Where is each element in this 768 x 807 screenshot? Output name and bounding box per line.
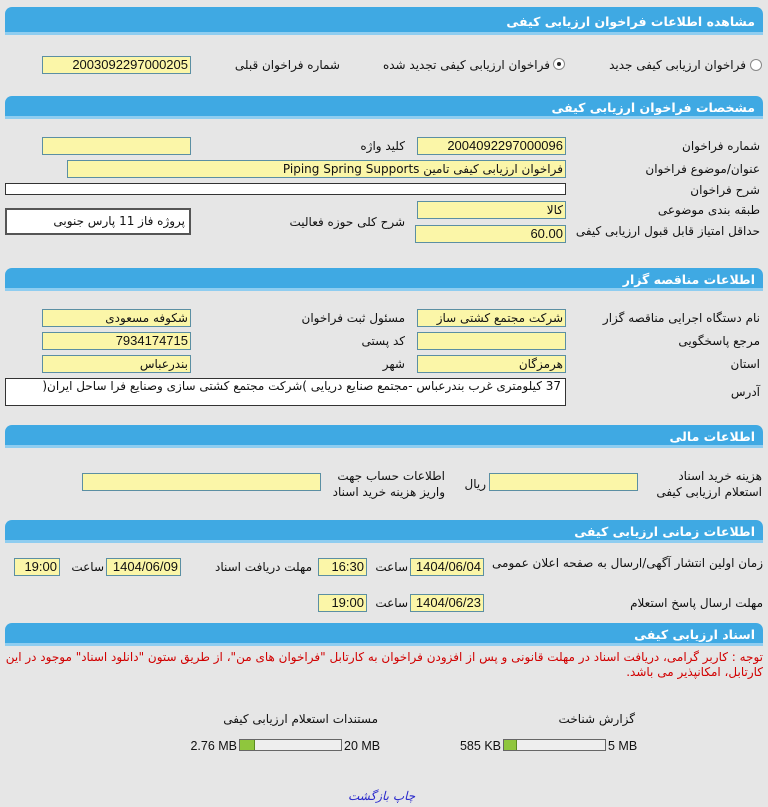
reference-field[interactable] [417, 332, 566, 350]
city-field[interactable]: بندرعباس [42, 355, 191, 373]
section-organizer-header: اطلاعات مناقصه گزار [5, 268, 763, 291]
response-deadline-label: مهلت ارسال پاسخ استعلام [630, 596, 763, 610]
doc-deadline-time-field[interactable]: 19:00 [14, 558, 60, 576]
doc-inquiry-max: 20 MB [344, 739, 381, 753]
address-field[interactable]: 37 کیلومتری غرب بندرعباس -مجتمع صنایع دریایی )شرکت مجتمع کشتی سازی وصنایع فرا ساحل ایران( [5, 378, 566, 406]
documents-note: توجه : کاربر گرامی، دریافت اسناد در مهلت قانونی و پس از افزودن فراخوان به کارتابل "فراخوان های من"، از طریق ستون "دانلود اسناد" موجود در این کارتابل، امکانپذیر می باشد. [5, 650, 763, 679]
registrar-field[interactable]: شکوفه مسعودی [42, 309, 191, 327]
account-label-1: اطلاعات حساب جهت [337, 469, 445, 483]
doc-deadline-label: مهلت دریافت اسناد [214, 560, 312, 574]
response-deadline-date-field[interactable]: 1404/06/23 [410, 594, 484, 612]
account-label-2: واریز هزینه خرید اسناد [332, 485, 445, 499]
response-time-label: ساعت [375, 596, 408, 610]
call-number-field[interactable]: 2004092297000096 [417, 137, 566, 155]
doc-label-report: گزارش شناخت [558, 712, 635, 726]
account-field[interactable] [82, 473, 321, 491]
reference-label: مرجع پاسخگویی [678, 334, 760, 348]
subject-field[interactable]: فراخوان ارزیابی کیفی تامین Piping Spring Supports [67, 160, 566, 178]
doc-report-max: 5 MB [608, 739, 638, 753]
category-label: طبقه بندی موضوعی [657, 203, 760, 217]
doc-inquiry-used: 2.76 MB [190, 739, 237, 753]
doc-cost-label-1: هزینه خرید اسناد [678, 469, 762, 483]
doc-cost-field[interactable] [489, 473, 638, 491]
doc-report-usage-fill [504, 740, 517, 750]
doc-report-used: 585 KB [459, 739, 501, 753]
section-timing-header: اطلاعات زمانی ارزیابی کیفی [5, 520, 763, 543]
response-time-field[interactable]: 19:00 [318, 594, 367, 612]
print-link[interactable]: چاپ [392, 789, 416, 803]
keyword-label: کلید واژه [360, 139, 405, 153]
org-label: نام دستگاه اجرایی مناقصه گزار [602, 311, 760, 325]
doc-deadline-date-field[interactable]: 1404/06/09 [106, 558, 181, 576]
publish-label: زمان اولین انتشار آگهی/ارسال به صفحه اعلان عمومی [492, 556, 763, 570]
doc-label-inquiry: مستندات استعلام ارزیابی کیفی [223, 712, 378, 726]
back-link[interactable]: بازگشت [348, 789, 389, 803]
footer-links [348, 789, 415, 803]
doc-deadline-time-label: ساعت [71, 560, 104, 574]
publish-time-field[interactable]: 16:30 [318, 558, 367, 576]
description-label: شرح فراخوان [690, 183, 760, 197]
min-score-label: حداقل امتیاز قابل قبول ارزیابی کیفی [575, 224, 760, 238]
doc-inquiry-usage-fill [240, 740, 255, 750]
keyword-field[interactable] [42, 137, 191, 155]
address-label: آدرس [730, 385, 760, 399]
subject-label: عنوان/موضوع فراخوان [645, 162, 760, 176]
postal-field[interactable]: 7934174715 [42, 332, 191, 350]
publish-date-field[interactable]: 1404/06/04 [410, 558, 484, 576]
category-field[interactable]: کالا [417, 201, 566, 219]
currency-label: ریال [464, 477, 486, 491]
doc-report-usage-bar [503, 739, 606, 751]
previous-call-label: شماره فراخوان قبلی [234, 58, 340, 72]
radio-renewed-call-label: فراخوان ارزیابی کیفی تجدید شده [382, 58, 550, 72]
activity-label: شرح کلی حوزه فعالیت [289, 215, 405, 229]
section-specs-header: مشخصات فراخوان ارزیابی کیفی [5, 96, 763, 119]
postal-label: کد پستی [361, 334, 405, 348]
call-number-label: شماره فراخوان [682, 139, 760, 153]
description-field[interactable] [5, 183, 566, 195]
province-field[interactable]: هرمزگان [417, 355, 566, 373]
city-label: شهر [382, 357, 405, 371]
previous-call-field[interactable]: 2003092297000205 [42, 56, 191, 74]
radio-new-call[interactable] [750, 59, 762, 71]
page-title: مشاهده اطلاعات فراخوان ارزیابی کیفی [5, 7, 763, 35]
publish-time-label: ساعت [375, 560, 408, 574]
radio-new-call-label: فراخوان ارزیابی کیفی جدید [609, 58, 746, 72]
province-label: استان [730, 357, 760, 371]
doc-inquiry-usage-bar [239, 739, 342, 751]
section-documents-header: اسناد ارزیابی کیفی [5, 623, 763, 646]
activity-field[interactable]: پروژه فاز 11 پارس جنوبی [5, 208, 191, 235]
radio-renewed-call[interactable] [553, 58, 565, 70]
doc-cost-label-2: استعلام ارزیابی کیفی [656, 485, 762, 499]
min-score-field[interactable]: 60.00 [415, 225, 566, 243]
org-field[interactable]: شرکت مجتمع کشتی ساز [417, 309, 566, 327]
section-financial-header: اطلاعات مالی [5, 425, 763, 448]
registrar-label: مسئول ثبت فراخوان [301, 311, 405, 325]
